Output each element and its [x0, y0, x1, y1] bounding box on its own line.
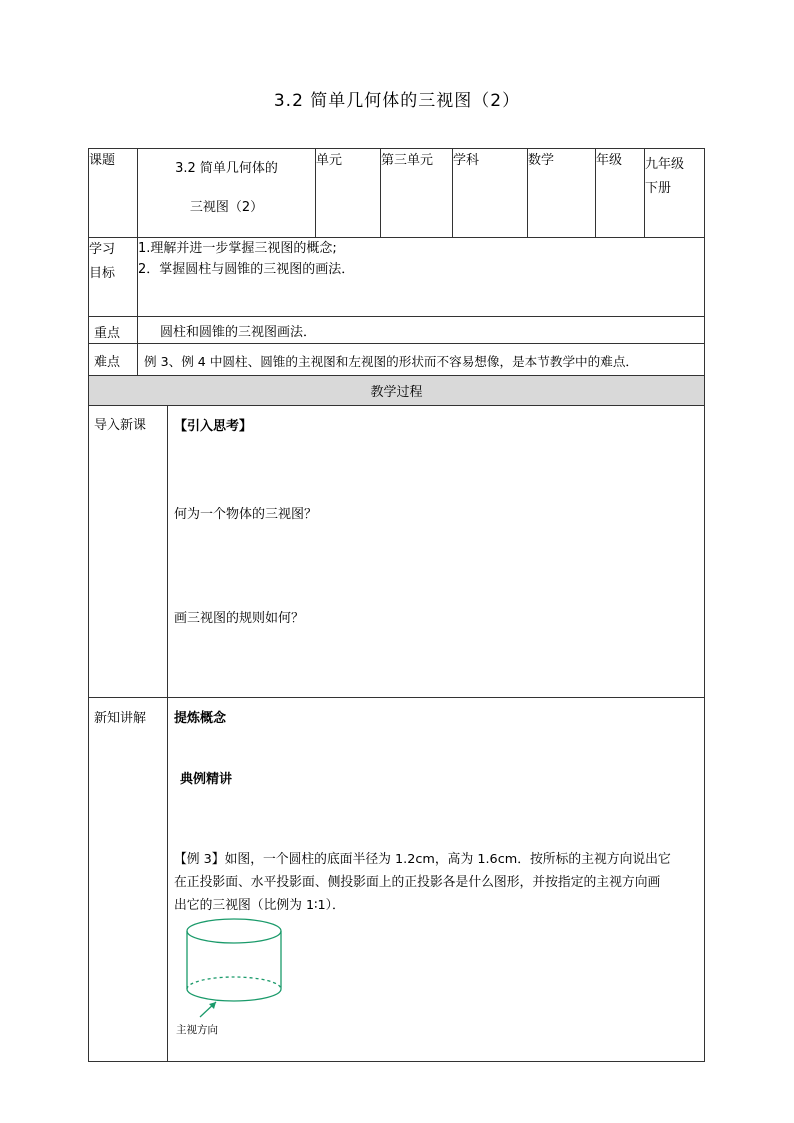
process-header-cell: [89, 376, 705, 406]
key-point-label: 重点: [94, 326, 121, 341]
intro-question-2: 画三视图的规则如何？: [174, 611, 305, 626]
example-line: 出它的三视图（比例为 1∶1）．: [174, 898, 345, 913]
grade-label: 年级: [596, 153, 623, 168]
course-label-cell: [89, 149, 138, 238]
subject-label: 学科: [453, 153, 480, 168]
course-title-cell: [138, 149, 316, 238]
grade-label-cell: [596, 149, 645, 238]
grade-value-line2: 下册: [645, 181, 672, 196]
difficulty-value-cell: [138, 344, 705, 376]
example-line: 【例 3】如图，一个圆柱的底面半径为 1.2cm，高为 1.6cm．按所标的主视方向说出它: [174, 852, 671, 867]
objectives-label-cell: [89, 238, 138, 317]
page-title: 3.2 简单几何体的三视图（2）: [273, 91, 521, 111]
intro-label-cell: [89, 406, 168, 698]
process-header: 教学过程: [370, 385, 423, 400]
lesson-plan-table: [88, 148, 705, 1062]
unit-label-cell: [316, 149, 381, 238]
new-knowledge-content-cell: [168, 698, 705, 1062]
difficulty-label-cell: [89, 344, 138, 376]
intro-heading: 【引入思考】: [174, 419, 253, 434]
course-title-line2: 三视图（2）: [189, 200, 264, 215]
cylinder-figure: [174, 917, 294, 1041]
intro-question-1: 何为一个物体的三视图？: [174, 507, 318, 522]
difficulty-label: 难点: [94, 355, 121, 370]
subject-label-cell: [453, 149, 528, 238]
concept-heading: 提炼概念: [174, 711, 227, 726]
cylinder-bottom-back: [187, 977, 281, 989]
difficulty-value: 例 3、例 4 中圆柱、圆锥的主视图和左视图的形状而不容易想像，是本节教学中的难点．: [144, 354, 639, 369]
figure-label: 主视方向: [176, 1024, 218, 1036]
objectives-content-cell: [138, 238, 705, 317]
grade-value-line1: 九年级: [645, 157, 685, 172]
cylinder-bottom-front: [187, 989, 281, 1001]
key-point-label-cell: [89, 317, 138, 344]
new-knowledge-label: 新知讲解: [94, 711, 147, 726]
unit-value: 第三单元: [381, 153, 434, 168]
objective-item: 2．掌握圆柱与圆锥的三视图的画法．: [138, 262, 355, 277]
cylinder-top-ellipse: [187, 919, 281, 943]
key-point-value: 圆柱和圆锥的三视图画法．: [160, 325, 317, 340]
example-text: [170, 848, 705, 917]
example-line: 在正投影面、水平投影面、侧投影面上的正投影各是什么图形，并按指定的主视方向画: [174, 875, 661, 890]
key-point-value-cell: [138, 317, 705, 344]
course-label: 课题: [89, 153, 116, 168]
subject-value-cell: [528, 149, 596, 238]
cylinder-shape: [187, 919, 281, 1017]
course-title-line1: 3.2 简单几何体的: [175, 161, 278, 176]
objectives-label-line1: 学习: [89, 242, 116, 257]
unit-label: 单元: [316, 153, 343, 168]
unit-value-cell: [381, 149, 453, 238]
grade-value-cell: [645, 149, 705, 238]
example-heading: 典例精讲: [180, 772, 233, 787]
objectives-label-line2: 目标: [89, 266, 116, 281]
subject-value: 数学: [528, 153, 555, 168]
new-knowledge-label-cell: [89, 698, 168, 1062]
objective-item: 1.理解并进一步掌握三视图的概念;: [138, 241, 337, 256]
intro-label: 导入新课: [94, 418, 147, 433]
intro-content-cell: [168, 406, 705, 698]
